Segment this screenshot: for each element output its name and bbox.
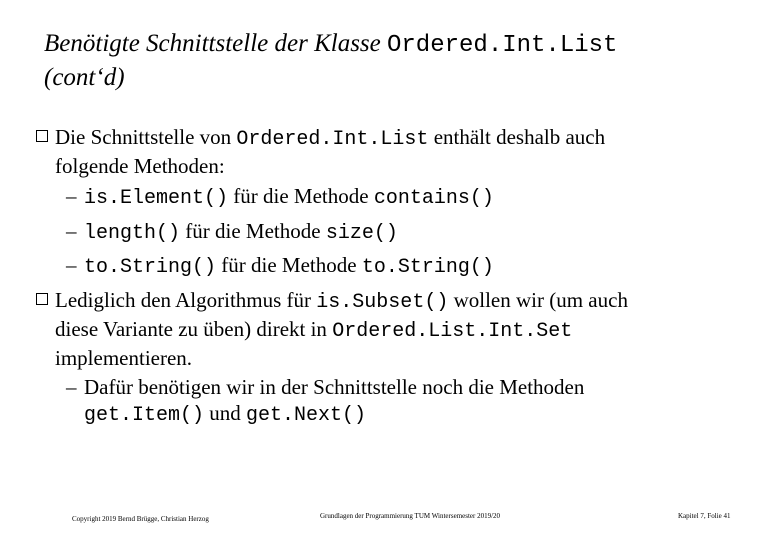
dash-icon: – [66, 184, 77, 208]
sub-item-1-code-b: contains() [373, 187, 494, 210]
square-bullet-icon [36, 293, 48, 305]
bullet-2-text-a: Lediglich den Algorithmus für [55, 288, 317, 312]
bullet-1-text [55, 124, 735, 179]
sub-item-2-code-b: size() [325, 222, 398, 245]
bullet-2-text-b: wollen wir (um auch [448, 288, 628, 312]
sub-item-2-text: für die Methode [180, 219, 326, 243]
bullet-1-code: Ordered.Int.List [236, 128, 429, 151]
bullet-1-text-b: enthält deshalb auch [428, 125, 606, 149]
dash-icon: – [66, 375, 77, 399]
slide-title [44, 28, 764, 94]
dash-icon: – [66, 219, 77, 243]
sub-item-2 [66, 218, 726, 247]
title-code: Ordered.Int.List [387, 32, 618, 59]
bullet-2-code-a: is.Subset() [316, 291, 449, 314]
bullet-2-text-c: diese Variante zu üben) direkt in [55, 317, 333, 341]
sub-item-1 [66, 183, 726, 212]
title-text: Benötigte Schnittstelle der Klasse [44, 30, 387, 57]
title-line-1 [44, 28, 764, 62]
sub-item-3-text: für die Methode [216, 253, 362, 277]
dash-icon: – [66, 253, 77, 277]
footer-course: Grundlagen der Programmierung TUM Wintersemester 2019/20 [320, 512, 501, 520]
bullet-2-text [55, 287, 735, 371]
footer-page-number: Kapitel 7, Folie 41 [678, 512, 731, 520]
bullet-2-code-b: Ordered.List.Int.Set [332, 320, 573, 343]
bullet-2-text-d: implementieren. [55, 346, 193, 370]
sub-item-4-code-b: get.Next() [246, 404, 367, 427]
sub-item-4 [66, 374, 726, 429]
sub-item-4-text: Dafür benötigen wir in der Schnittstelle noch die Methoden [84, 375, 585, 399]
bullet-1-text-c: folgende Methoden: [55, 154, 225, 178]
footer-copyright: Copyright 2019 Bernd Brügge, Christian Herzog [72, 515, 209, 523]
sub-item-3-code-a: to.String() [84, 256, 217, 279]
sub-item-2-code-a: length() [84, 222, 181, 245]
square-bullet-icon [36, 130, 48, 142]
bullet-1-text-a: Die Schnittstelle von [55, 125, 237, 149]
sub-item-4-text-b: und [204, 401, 247, 425]
sub-item-1-text: für die Methode [228, 184, 374, 208]
sub-item-4-code-a: get.Item() [84, 404, 205, 427]
sub-item-1-code-a: is.Element() [84, 187, 229, 210]
sub-item-3 [66, 252, 726, 281]
sub-item-3-code-b: to.String() [361, 256, 494, 279]
title-line-2: (cont‘d) [44, 64, 125, 91]
